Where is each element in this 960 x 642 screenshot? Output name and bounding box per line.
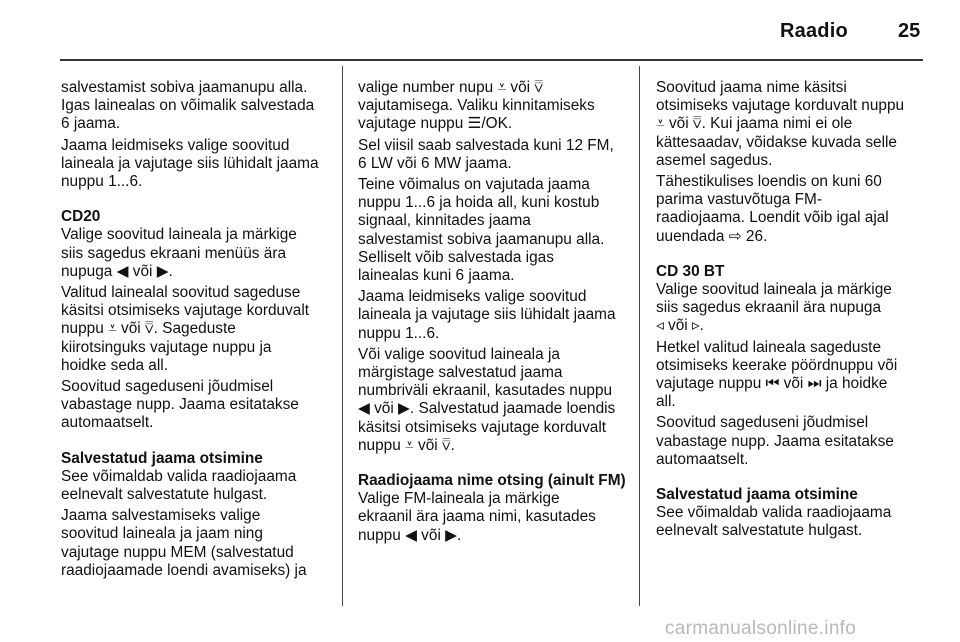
paragraph: Jaama leidmiseks valige soovitud laineala ja vajutage siis lühidalt jaama nuppu 1...6.	[61, 136, 319, 191]
watermark: carmanualsonline.info	[665, 618, 857, 639]
paragraph: Valige soovitud laineala ja märkige siis sagedus ekraani menüüs ära nupuga ◀ või ▶.	[61, 226, 297, 280]
paragraph: Tähestikulises loendis on kuni 60 parima vastuvõtuga FM- raadiojaama. Loendit võib igal ajal uuendada ⇨ 26.	[656, 173, 889, 245]
paragraph: Teine võimalus on vajutada jaama nuppu 1...6 ja hoida all, kuni kostub signaal, kinnitades jaama salvestamist sobiva jaamanupu alla. Selliselt võib salvestada igas lainealas kuni 6 jaama.	[358, 176, 605, 285]
paragraph: Valitud lainealal soovitud sageduse käsitsi otsimiseks vajutage korduvalt nuppu ⩡ või ⩢. Sageduste kiirotsinguks vajutage nuppu ja hoidke seda all.	[61, 284, 310, 374]
column-divider-2	[639, 66, 640, 606]
paragraph: See võimaldab valida raadiojaama eelnevalt salvestatute hulgast.	[61, 467, 297, 504]
text-column-1	[61, 79, 329, 583]
paragraph: Hetkel valitud laineala sageduste otsimiseks keerake pöördnuppu või vajutage nuppu ⏮ või ⏭ ja hoidke all.	[656, 338, 898, 411]
paragraph: Soovitud sageduseni jõudmisel vabastage nupp. Jaama esitatakse automaatselt.	[61, 378, 299, 432]
paragraph: salvestamist sobiva jaamanupu alla. Igas lainealas on võimalik salvestada 6 jaama.	[61, 79, 315, 133]
paragraph: Jaama salvestamiseks valige soovitud laineala ja jaam ning vajutage nuppu MEM (salvestatud raadiojaamade loendi avamiseks) ja	[61, 507, 307, 579]
paragraph: Või valige soovitud laineala ja märgistage salvestatud jaama numbriväli ekraanil, kasutades nuppu ◀ või ▶. Salvestatud jaamade loendis käsitsi otsimiseks vajutage korduvalt nuppu ⩡ või ⩢.	[358, 345, 616, 454]
paragraph: valige number nupu ⩡ või ⩢ vajutamisega. Valiku kinnitamiseks vajutage nuppu ☰/OK.	[358, 79, 595, 133]
header-divider	[60, 59, 923, 61]
paragraph: See võimaldab valida raadiojaama eelnevalt salvestatute hulgast.	[656, 504, 892, 540]
section-heading: CD 30 BT	[656, 262, 725, 280]
paragraph: Jaama leidmiseks valige soovitud laineala ja vajutage siis lühidalt jaama nuppu 1...6.	[358, 288, 616, 342]
column-divider-1	[342, 66, 343, 606]
page-header	[0, 0, 960, 60]
paragraph: Sel viisil saab salvestada kuni 12 FM, 6 LW või 6 MW jaama.	[358, 136, 614, 172]
paragraph: Soovitud jaama nime käsitsi otsimiseks vajutage korduvalt nuppu ⩡ või ⩢. Kui jaama nimi ei ole kättesaadav, võidakse kuvada selle asemel sagedus.	[656, 79, 905, 169]
section-heading: CD20	[61, 208, 101, 226]
page-title: Raadio	[780, 20, 848, 42]
section-heading: Salvestatud jaama otsimine	[656, 486, 858, 504]
section-heading: Raadiojaama nime otsing (ainult FM)	[358, 472, 626, 490]
page-number: 25	[898, 20, 921, 42]
text-column-2	[358, 79, 628, 548]
paragraph: Soovitud sageduseni jõudmisel vabastage nupp. Jaama esitatakse automaatselt.	[656, 414, 894, 468]
section-heading: Salvestatud jaama otsimine	[61, 449, 263, 467]
text-column-3	[656, 79, 926, 544]
paragraph: Valige soovitud laineala ja märkige siis sagedus ekraanil ära nupuga ◃ või ▹.	[656, 281, 892, 335]
paragraph: Valige FM-laineala ja märkige ekraanil ära jaama nimi, kasutades nuppu ◀ või ▶.	[358, 490, 596, 544]
